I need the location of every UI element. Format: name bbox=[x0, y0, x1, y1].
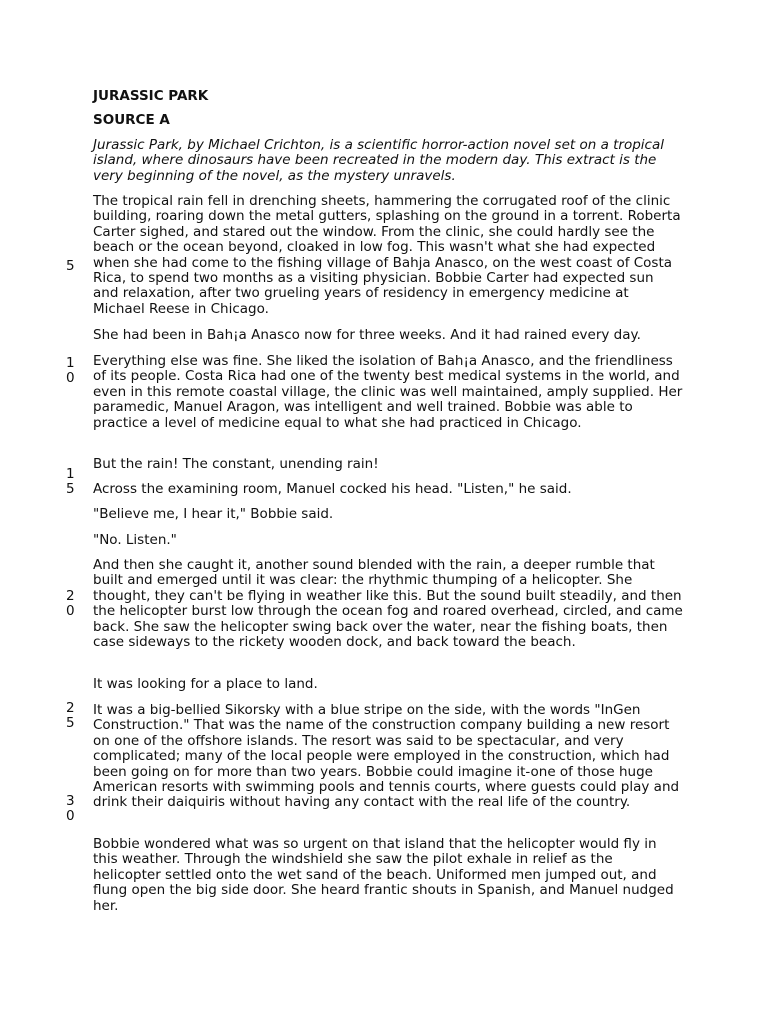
document-title: JURASSIC PARK bbox=[93, 88, 209, 104]
line-number: 1 0 bbox=[66, 355, 75, 387]
paragraph-4: But the rain! The constant, unending rain! bbox=[93, 456, 379, 472]
paragraph-5: Across the examining room, Manuel cocked his head. "Listen," he said. bbox=[93, 481, 572, 497]
intro-paragraph: Jurassic Park, by Michael Crichton, is a scientific horror-action novel set on a tropical island, where dinosaurs have been recreated in the modern day. This extract is the very beginning of the novel, as the mystery unravels. bbox=[93, 137, 665, 184]
line-number: 1 5 bbox=[66, 466, 75, 498]
paragraph-1: The tropical rain fell in drenching sheets, hammering the corrugated roof of the clinic building, roaring down the metal gutters, splashing on the ground in a torrent. Roberta Carter sighed, and stared out the window. From the clinic, she could hardly see the beach or the ocean beyond, cloaked in low fog. This wasn't what she had expected when she had come to the fishing village of Bahja Anasco, on the west coast of Costa Rica, to spend two months as a visiting physician. Bobbie Carter had expected sun and relaxation, after two grueling years of residency in emergency medicine at Michael Reese in Chicago. bbox=[93, 193, 681, 317]
paragraph-7: "No. Listen." bbox=[93, 532, 177, 548]
paragraph-9: It was looking for a place to land. bbox=[93, 676, 318, 692]
line-number: 2 0 bbox=[66, 588, 75, 620]
source-label: SOURCE A bbox=[93, 112, 170, 128]
paragraph-8: And then she caught it, another sound blended with the rain, a deeper rumble that built and emerged until it was clear: the rhythmic thumping of a helicopter. She thought, they can't be flying in weather like this. But the sound built steadily, and then the helicopter burst low through the ocean fog and roared overhead, circled, and came back. She saw the helicopter swing back over the water, near the fishing boats, then case sideways to the rickety wooden dock, and back toward the beach. bbox=[93, 557, 683, 651]
paragraph-6: "Believe me, I hear it," Bobbie said. bbox=[93, 506, 334, 522]
paragraph-10: It was a big-bellied Sikorsky with a blue stripe on the side, with the words "InGen Construction." That was the name of the construction company building a new resort on one of the offshore islands. The resort was said to be spectacular, and very complicated; many of the local people were employed in the construction, which had been going on for more than two years. Bobbie could imagine it-one of those huge American resorts with swimming pools and tennis courts, where guests could play and drink their daiquiris without having any contact with the real life of the country. bbox=[93, 702, 680, 811]
paragraph-2: She had been in Bah¡a Anasco now for three weeks. And it had rained every day. bbox=[93, 327, 641, 343]
paragraph-11: Bobbie wondered what was so urgent on that island that the helicopter would fly in this weather. Through the windshield she saw the pilot exhale in relief as the helicopter settled onto the wet sand of the beach. Uniformed men jumped out, and flung open the big side door. She heard frantic shouts in Spanish, and Manuel nudged her. bbox=[93, 836, 674, 914]
line-number: 2 5 bbox=[66, 700, 75, 732]
paragraph-3: Everything else was fine. She liked the isolation of Bah¡a Anasco, and the friendliness of its people. Costa Rica had one of the twenty best medical systems in the world, and even in this remote coastal village, the clinic was well maintained, amply supplied. Her paramedic, Manuel Aragon, was intelligent and well trained. Bobbie was able to practice a level of medicine equal to what she had practiced in Chicago. bbox=[93, 353, 683, 431]
line-number: 5 bbox=[66, 258, 75, 274]
line-number: 3 0 bbox=[66, 793, 75, 825]
